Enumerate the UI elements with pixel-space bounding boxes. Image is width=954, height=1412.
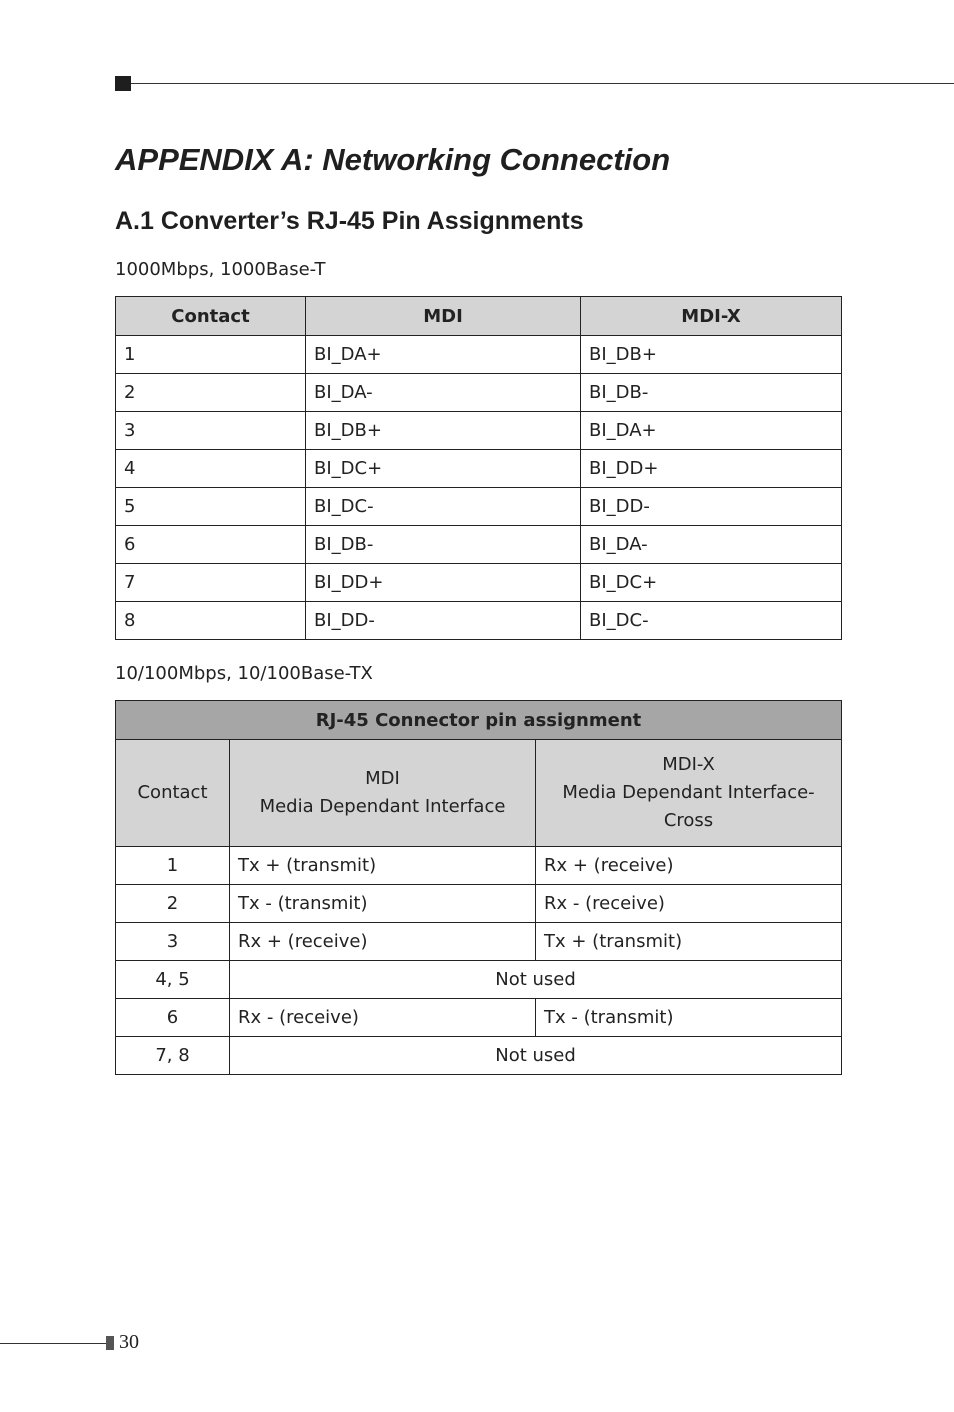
table-row [116, 999, 842, 1037]
mdi-header-description: Media Dependant Interface [259, 796, 506, 817]
mdi-cell: BI_DD- [306, 602, 581, 640]
mdix-cell: Rx - (receive) [536, 885, 842, 923]
mdix-cell: BI_DA- [581, 526, 842, 564]
contact-cell: 6 [116, 999, 230, 1037]
mdi-cell: Tx - (transmit) [230, 885, 536, 923]
column-header-mdix: MDI-X [581, 297, 842, 336]
mdix-cell: Tx - (transmit) [536, 999, 842, 1037]
not-used-cell: Not used [230, 961, 842, 999]
table-row [116, 412, 842, 450]
mdi-cell: Rx - (receive) [230, 999, 536, 1037]
table-header-row [116, 740, 842, 847]
contact-cell: 3 [116, 412, 306, 450]
fast-ethernet-pin-table [115, 700, 842, 1075]
mdi-cell: Rx + (receive) [230, 923, 536, 961]
mdi-cell: Tx + (transmit) [230, 847, 536, 885]
header-rule-square [115, 76, 131, 91]
contact-cell: 4 [116, 450, 306, 488]
mdix-cell: BI_DC- [581, 602, 842, 640]
mdi-cell: BI_DA+ [306, 336, 581, 374]
gigabit-pin-table [115, 296, 842, 640]
column-header-contact: Contact [116, 297, 306, 336]
contact-cell: 4, 5 [116, 961, 230, 999]
table2-caption: 10/100Mbps, 10/100Base-TX [115, 663, 373, 684]
column-header-contact: Contact [116, 740, 230, 847]
mdix-cell: Rx + (receive) [536, 847, 842, 885]
contact-cell: 1 [116, 336, 306, 374]
table-row [116, 374, 842, 412]
mdix-cell: Tx + (transmit) [536, 923, 842, 961]
contact-cell: 1 [116, 847, 230, 885]
column-header-mdi: MDI [306, 297, 581, 336]
table-row [116, 1037, 842, 1075]
table-row [116, 923, 842, 961]
footer-rule-line [0, 1343, 106, 1344]
mdix-cell: BI_DB+ [581, 336, 842, 374]
column-header-mdix [536, 740, 842, 847]
header-rule-line [131, 83, 954, 84]
not-used-cell: Not used [230, 1037, 842, 1075]
contact-cell: 2 [116, 374, 306, 412]
table-row [116, 488, 842, 526]
contact-cell: 7, 8 [116, 1037, 230, 1075]
contact-cell: 2 [116, 885, 230, 923]
table-banner-row [116, 701, 842, 740]
table-row [116, 336, 842, 374]
mdi-cell: BI_DC- [306, 488, 581, 526]
page-number: 30 [119, 1331, 139, 1353]
mdix-cell: BI_DD+ [581, 450, 842, 488]
mdix-cell: BI_DC+ [581, 564, 842, 602]
footer-rule-square [106, 1336, 114, 1350]
mdix-header-description-cont: Cross [663, 810, 714, 831]
mdix-cell: BI_DB- [581, 374, 842, 412]
contact-cell: 8 [116, 602, 306, 640]
mdi-cell: BI_DD+ [306, 564, 581, 602]
contact-cell: 5 [116, 488, 306, 526]
mdix-header-description: Media Dependant Interface- [562, 782, 815, 803]
mdi-header-line: MDI [365, 768, 400, 789]
table-row [116, 450, 842, 488]
table-row [116, 564, 842, 602]
table1-caption: 1000Mbps, 1000Base-T [115, 259, 326, 280]
table-header-row [116, 297, 842, 336]
mdix-header-line: MDI-X [662, 754, 715, 775]
contact-cell: 6 [116, 526, 306, 564]
table-row [116, 602, 842, 640]
table-row [116, 885, 842, 923]
column-header-mdi [230, 740, 536, 847]
mdi-cell: BI_DB- [306, 526, 581, 564]
mdix-cell: BI_DA+ [581, 412, 842, 450]
mdi-cell: BI_DA- [306, 374, 581, 412]
table-banner: RJ-45 Connector pin assignment [116, 701, 842, 740]
table-row [116, 961, 842, 999]
mdix-cell: BI_DD- [581, 488, 842, 526]
contact-cell: 3 [116, 923, 230, 961]
mdi-cell: BI_DB+ [306, 412, 581, 450]
table-row [116, 847, 842, 885]
contact-cell: 7 [116, 564, 306, 602]
mdi-cell: BI_DC+ [306, 450, 581, 488]
section-title: A.1 Converter’s RJ-45 Pin Assignments [115, 207, 584, 235]
page-title: APPENDIX A: Networking Connection [115, 142, 671, 177]
table-row [116, 526, 842, 564]
